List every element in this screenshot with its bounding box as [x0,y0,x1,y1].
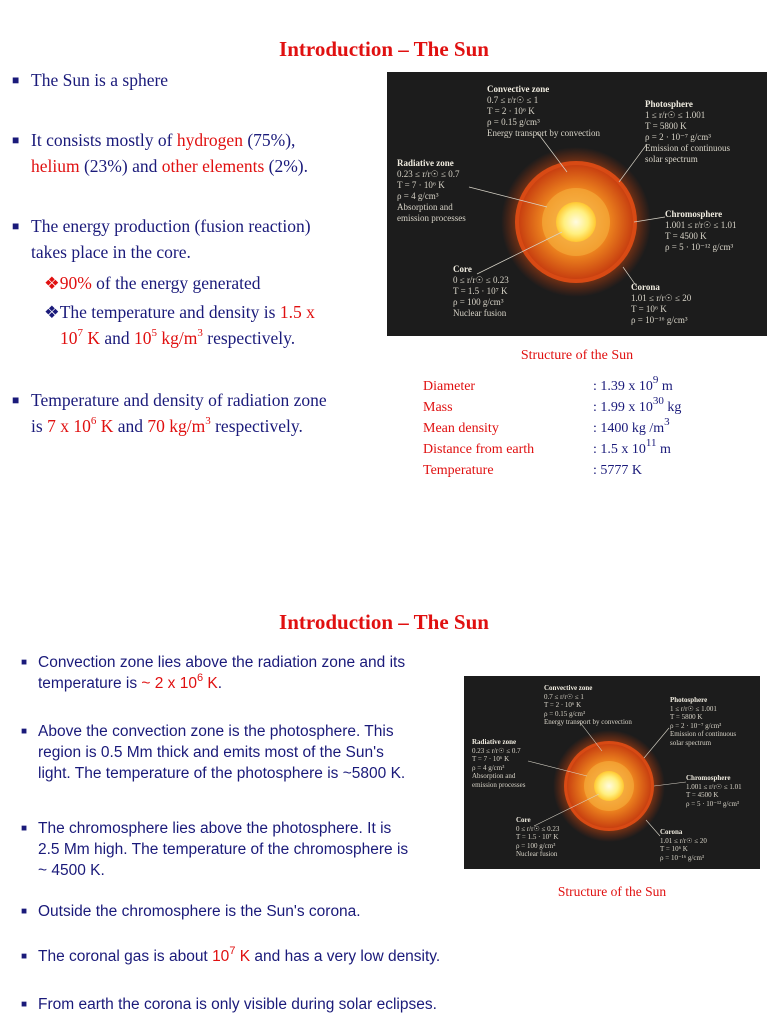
property-row [423,460,723,481]
label-photosphere: Photosphere 1 ≤ r/r☉ ≤ 1.001 T = 5800 K ρ = 2 · 10⁻⁷ g/cm³ Emission of continuous solar spectrum [670,696,737,747]
sun-properties-table [423,376,723,486]
square-bullet-icon: ■ [21,726,28,737]
property-value: : 1.39 x $10^9$ m [593,374,673,394]
property-row [423,439,723,460]
property-row [423,397,723,418]
slide-title: Introduction – The Sun [279,610,489,634]
bullet-solar-eclipse: ■ From earth the corona is only visible during solar eclipses. [21,996,437,1013]
diamond-bullet-icon: ❖ [44,302,60,322]
property-key: Temperature [423,463,494,478]
property-row [423,376,723,397]
sub-bullet-temperature: ❖The temperature and density is 1.5 x $10^7$ K and $10^5$ $kg/m^3$ respectively. [44,302,315,348]
label-radiative-zone: Radiative zone 0.23 ≤ r/r☉ ≤ 0.7 T = 7 · 10⁶ K ρ = 4 g/cm³ Absorption and emission processes [472,738,526,789]
square-bullet-icon: ■ [12,73,20,87]
sun-structure-diagram [387,72,767,336]
label-photosphere: Photosphere 1 ≤ r/r☉ ≤ 1.001 T = 5800 K ρ = 2 · 10⁻⁷ g/cm³ Emission of continuous solar spectrum [645,99,730,164]
property-value: : 1.99 x $10^{30}$ kg [593,395,682,415]
label-chromosphere: Chromosphere 1.001 ≤ r/r☉ ≤ 1.01 T = 4500 K ρ = 5 · 10⁻¹² g/cm³ [686,774,742,808]
square-bullet-icon: ■ [21,823,28,834]
bullet-radiation-zone: ■ Temperature and density of radiation zone is 7 x $10^6$ K and 70 $kg/m^3$ respectively. [31,387,371,439]
bullet-convection-zone: ■ Convection zone lies above the radiation zone and its temperature is ~ 2 x $10^6$ K. [21,654,406,692]
label-core: Core 0 ≤ r/r☉ ≤ 0.23 T = 1.5 · 10⁷ K ρ = 100 g/cm³ Nuclear fusion [516,816,560,858]
property-key: Diameter [423,379,476,394]
square-bullet-icon: ■ [21,999,28,1010]
property-key: Mean density [423,421,499,436]
label-convective-zone: Convective zone 0.7 ≤ r/r☉ ≤ 1 T = 2 · 10⁶ K ρ = 0.15 g/cm³ Energy transport by convection [487,84,601,138]
property-key: Mass [423,400,453,415]
bullet-energy-production: ■ The energy production (fusion reaction) takes place in the core. [31,213,371,265]
bullet-chromosphere: ■ The chromosphere lies above the photosphere. It is 2.5 Mm high. The temperature of the chromosphere is ~ 4500 K. [21,820,409,879]
label-convective-zone: Convective zone 0.7 ≤ r/r☉ ≤ 1 T = 2 · 10⁶ K ρ = 0.15 g/cm³ Energy transport by convection [544,684,632,726]
property-value: : 1.5 x $10^{11}$ m [593,437,671,457]
label-corona: Corona 1.01 ≤ r/r☉ ≤ 20 T = 10⁶ K ρ = 10⁻¹⁶ g/cm³ [660,828,707,862]
bullet-photosphere: ■ Above the convection zone is the photosphere. This region is 0.5 Mm thick and emits most of the Sun's light. The temperature of the photosphere is ~5800 K. [21,723,406,782]
bullet-composition: ■ It consists mostly of hydrogen (75%), helium (23%) and other elements (2%). [31,127,361,179]
slide-2 [0,580,768,1024]
label-chromosphere: Chromosphere 1.001 ≤ r/r☉ ≤ 1.01 T = 4500 K ρ = 5 · 10⁻¹² g/cm³ [665,209,737,252]
sub-bullet-energy: ❖90% of the energy generated [44,273,261,293]
diagram-caption: Structure of the Sun [557,884,667,899]
square-bullet-icon: ■ [21,906,28,917]
bullet-corona: ■ Outside the chromosphere is the Sun's corona. [21,903,361,920]
square-bullet-icon: ■ [12,393,20,407]
square-bullet-icon: ■ [12,133,20,147]
slide-title: Introduction – The Sun [279,37,489,61]
bullet-coronal-gas: ■ The coronal gas is about $10^7$ K and has a very low density. [21,944,441,965]
core-shape [556,202,596,242]
property-row [423,418,723,439]
square-bullet-icon: ■ [21,657,28,668]
label-corona: Corona 1.01 ≤ r/r☉ ≤ 20 T = 10⁶ K ρ = 10⁻¹⁶ g/cm³ [631,282,692,325]
sun-structure-diagram [464,676,760,869]
label-core: Core 0 ≤ r/r☉ ≤ 0.23 T = 1.5 · 10⁷ K ρ = 100 g/cm³ Nuclear fusion [453,264,509,318]
diagram-caption: Structure of the Sun [520,348,634,363]
core-shape [594,771,624,801]
property-value: : 5777 K [593,463,642,478]
label-radiative-zone: Radiative zone 0.23 ≤ r/r☉ ≤ 0.7 T = 7 · 10⁶ K ρ = 4 g/cm³ Absorption and emission processes [397,158,466,223]
property-value: : 1400 kg $/m^3$ [593,416,670,436]
diamond-bullet-icon: ❖ [44,273,60,293]
bullet-sun-sphere: ■ The Sun is a sphere [31,67,168,93]
square-bullet-icon: ■ [12,219,20,233]
square-bullet-icon: ■ [21,951,28,962]
property-key: Distance from earth [423,442,535,457]
